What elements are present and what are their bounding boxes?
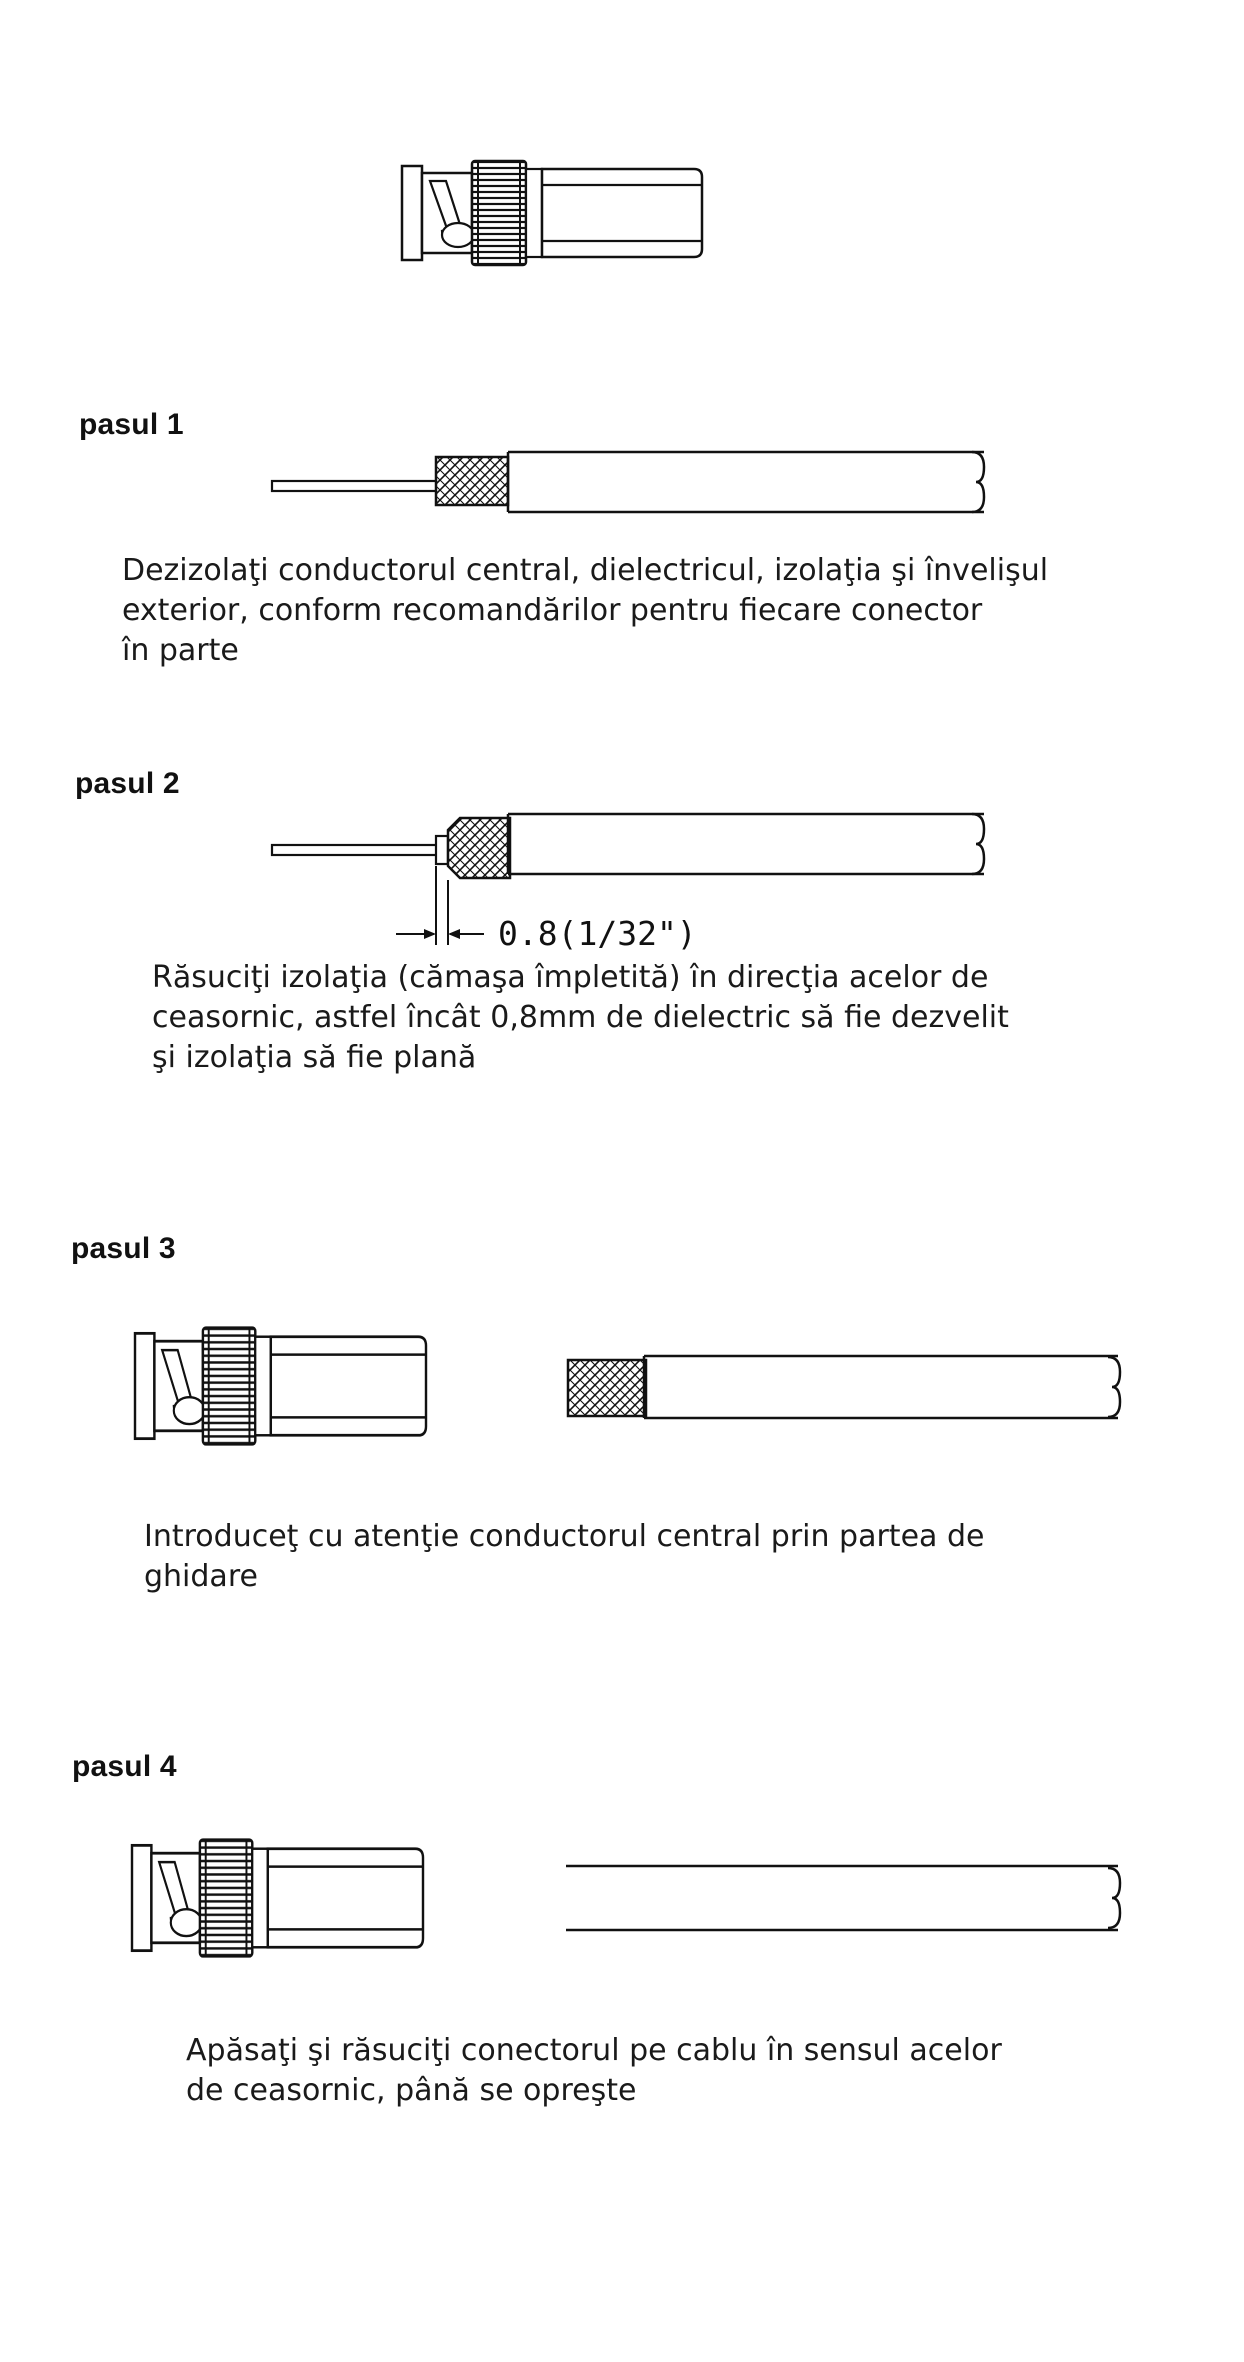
step3-label: pasul 3 bbox=[71, 1232, 176, 1265]
step4-connector-drawing bbox=[132, 1840, 1120, 1956]
connector-overview-drawing bbox=[402, 161, 702, 265]
step2-label: pasul 2 bbox=[75, 767, 180, 800]
step2-dimension-label: 0.8(1/32") bbox=[498, 914, 697, 953]
step2-description: Răsuciţi izolaţia (cămaşa împletită) în direcţia acelor de ceasornic, astfel încât 0,8mm de dielectric să fie dezvelit şi izolaţia să fie plană bbox=[152, 960, 1009, 1075]
step1-description: Dezizolaţi conductorul central, dielectricul, izolaţia şi învelişul exterior, conform recomandărilor pentru fiecare conector în parte bbox=[122, 553, 1049, 668]
step4-label: pasul 4 bbox=[72, 1750, 177, 1783]
step3-description: Introduceţ cu atenţie conductorul central prin partea de ghidare bbox=[144, 1519, 985, 1594]
step1-label: pasul 1 bbox=[79, 408, 184, 441]
step4-description: Apăsaţi şi răsuciţi conectorul pe cablu în sensul acelor de ceasornic, până se opreşte bbox=[186, 2033, 1002, 2108]
step1-cable-drawing bbox=[272, 452, 984, 512]
step3-connector-drawing bbox=[135, 1328, 1120, 1444]
